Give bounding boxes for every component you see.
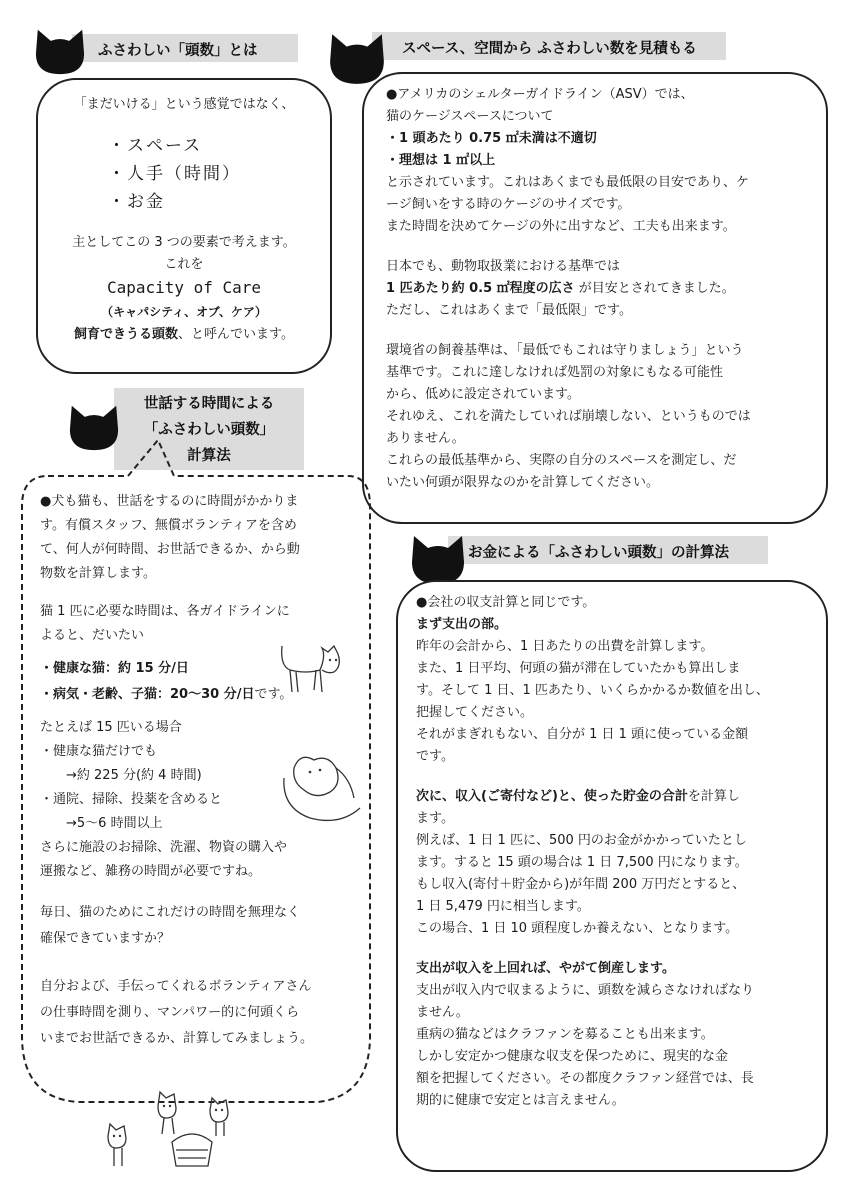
s1-line2: これを bbox=[164, 257, 204, 272]
cats-group-illustration bbox=[100, 1086, 280, 1170]
s1-item-money: ・お金 bbox=[108, 192, 165, 212]
s4-p3-line: 重病の猫などはクラファンを募ることも出来ます。 bbox=[416, 1027, 714, 1042]
s4-p3-bold: 支出が収入を上回れば、やがて倒産します。 bbox=[416, 961, 675, 976]
s1-final-rest: 、と呼んでいます。 bbox=[178, 327, 294, 342]
held-cat-illustration bbox=[280, 738, 364, 828]
s4-p3-line: 期的に健康で安定とは言えません。 bbox=[416, 1093, 625, 1108]
s4-p2-line: 1 日 5,479 円に相当します。 bbox=[416, 899, 590, 914]
s1-items bbox=[108, 132, 241, 216]
s4-content bbox=[416, 592, 820, 1112]
s3-p4-line: 確保できていますか？ bbox=[40, 931, 171, 946]
s2-p3-line: それゆえ、これを満たしていれば崩壊しない、というものでは bbox=[386, 409, 751, 424]
s4-p2-line: この場合、1 日 10 頭程度しか養えない、となります。 bbox=[416, 921, 739, 936]
s4-p2-rest: を計算し bbox=[687, 789, 740, 804]
s2-p1-bold: ・理想は 1 ㎡以上 bbox=[386, 153, 496, 168]
s3-p2-bold: ・病気・老齢、子猫：20〜30 分/日 bbox=[40, 687, 255, 702]
s4-heading: お金による「ふさわしい頭数」の計算法 bbox=[468, 545, 729, 561]
s2-content bbox=[386, 84, 816, 494]
s1-term: Capacity of Care bbox=[106, 278, 262, 297]
s2-p3-line: これらの最低基準から、実際の自分のスペースを測定し、だ bbox=[386, 453, 737, 468]
s2-p3-line: から、低めに設定されています。 bbox=[386, 387, 580, 402]
s4-p2-line: ます。すると 15 頭の場合は 1 日 7,500 円になります。 bbox=[416, 855, 748, 870]
s3-p1-line: て、何人が何時間、お世話できるか、から動 bbox=[40, 542, 300, 557]
s2-heading: スペース、空間から ふさわしい数を見積もる bbox=[402, 41, 697, 57]
cat-head-icon bbox=[408, 532, 468, 586]
s3-p5-line: の仕事時間を測り、マンパワー的に何頭くら bbox=[40, 1005, 300, 1020]
s2-box bbox=[362, 72, 828, 524]
s3-p1-line: す。有償スタッフ、無償ボランティアを含め bbox=[40, 518, 297, 533]
s2-heading-bar bbox=[372, 32, 726, 60]
s3-p3-line: ・健康な猫だけでも bbox=[40, 744, 158, 759]
s4-p2-head bbox=[416, 786, 820, 808]
s1-intro: 「まだいける」という感覚ではなく、 bbox=[73, 97, 295, 112]
s3-p3-line: →約 225 分(約 4 時間) bbox=[40, 768, 202, 783]
s2-p2-line: 日本でも、動物取扱業における基準では bbox=[386, 259, 621, 274]
s4-p3-line: しかし安定かつ健康な収支を保つために、現実的な金 bbox=[416, 1049, 729, 1064]
s2-p1-line: 猫のケージスペースについて bbox=[386, 109, 554, 124]
s2-p2-line bbox=[386, 278, 816, 300]
s2-p2-line: ただし、これはあくまで「最低限」です。 bbox=[386, 303, 632, 318]
s3-p5-line: 自分および、手伝ってくれるボランティアさん bbox=[40, 979, 312, 994]
s3-p3-line: たとえば 15 匹いる場合 bbox=[40, 720, 182, 735]
cat-head-icon bbox=[32, 26, 88, 76]
s2-p1-line: ●アメリカのシェルターガイドライン（ASV）では、 bbox=[386, 87, 694, 102]
s4-p3-line: 支出が収入内で収まるように、頭数を減らさなければなり bbox=[416, 983, 755, 998]
s2-p2-bold: 1 匹あたり約 0.5 ㎡程度の広さ bbox=[386, 281, 575, 296]
s3-p3-line: さらに施設のお掃除、洗濯、物資の購入や bbox=[40, 840, 288, 855]
s3-heading-line: 「ふさわしい頭数」 bbox=[143, 422, 275, 438]
s3-p2-line: よると、だいたい bbox=[40, 628, 145, 643]
s1-final bbox=[38, 324, 330, 346]
standing-cat-illustration bbox=[276, 636, 348, 696]
s2-p3-line: 基準です。これに達しなければ処罰の対象にもなる可能性 bbox=[386, 365, 723, 380]
s2-p3-line: 環境省の飼養基準は、「最低でもこれは守りましょう」という bbox=[386, 343, 744, 358]
s2-p3-line: いたい何頭が限界なのかを計算してください。 bbox=[386, 475, 660, 490]
s4-p1-first: ●会社の収支計算と同じです。 bbox=[416, 595, 596, 610]
s1-heading: ふさわしい「頭数」とは bbox=[98, 43, 258, 59]
s3-p2-bold: ・健康な猫：約 15 分/日 bbox=[40, 661, 189, 676]
s4-p2-line: ます。 bbox=[416, 811, 454, 826]
cat-head-icon bbox=[326, 30, 388, 86]
s1-box bbox=[36, 78, 332, 374]
s2-p1-line: また時間を決めてケージの外に出すなど、工夫も出来ます。 bbox=[386, 219, 736, 234]
s1-reading: （キャパシティ、オブ、ケア） bbox=[101, 305, 267, 319]
s4-p2-bold: 次に、収入(ご寄付など)と、使った貯金の合計 bbox=[416, 789, 688, 804]
s3-p2-tail: です。 bbox=[254, 687, 293, 702]
s4-p1-line: それがまぎれもない、自分が 1 日 1 頭に使っている金額 bbox=[416, 727, 749, 742]
s4-p1-line: 把握してください。 bbox=[416, 705, 534, 720]
s4-p1-line: です。 bbox=[416, 749, 454, 764]
s4-p1-line: す。そして 1 日、1 匹あたり、いくらかかるか数値を出し、 bbox=[416, 683, 769, 698]
s4-p1-line: また、1 日平均、何頭の猫が滞在していたかも算出しま bbox=[416, 661, 741, 676]
s3-p5-line: いまでお世話できるか、計算してみましょう。 bbox=[40, 1031, 314, 1046]
s1-final-bold: 飼育できうる頭数 bbox=[74, 327, 179, 342]
s3-p4-line: 毎日、猫のためにこれだけの時間を無理なく bbox=[40, 905, 301, 920]
s2-p3-line: ありません。 bbox=[386, 431, 465, 446]
s1-line1: 主としてこの 3 つの要素で考えます。 bbox=[72, 235, 296, 250]
s2-p2-rest: が目安とされてきました。 bbox=[574, 281, 735, 296]
s1-heading-bar bbox=[72, 34, 298, 62]
s3-p3-line: 運搬など、雑務の時間が必要ですね。 bbox=[40, 864, 262, 879]
s4-p2-line: 例えば、1 日 1 匹に、500 円のお金がかかっていたとし bbox=[416, 833, 747, 848]
s2-p1-bold: ・1 頭あたり 0.75 ㎡未満は不適切 bbox=[386, 131, 597, 146]
s3-heading-line: 世話する時間による bbox=[143, 396, 275, 412]
s2-p1-line: ージ飼いをする時のケージのサイズです。 bbox=[386, 197, 631, 212]
s4-box bbox=[396, 580, 828, 1172]
s4-heading-bar bbox=[448, 536, 768, 564]
s4-p2-line: もし収入(寄付＋貯金から)が年間 200 万円だとすると、 bbox=[416, 877, 746, 892]
s3-p3-line: ・通院、掃除、投薬を含めると bbox=[40, 792, 223, 807]
s3-heading-line: 計算法 bbox=[187, 448, 231, 464]
s4-p1-line: 昨年の会計から、1 日あたりの出費を計算します。 bbox=[416, 639, 714, 654]
s3-p2-line: 猫 1 匹に必要な時間は、各ガイドラインに bbox=[40, 604, 290, 619]
s3-p1-line: 物数を計算します。 bbox=[40, 566, 156, 581]
s1-item-time: ・人手（時間） bbox=[108, 164, 241, 184]
s3-p3-line: →5〜6 時間以上 bbox=[40, 816, 163, 831]
s4-p1-bold: まず支出の部。 bbox=[416, 617, 508, 632]
s4-p3-line: 額を把握してください。その都度クラファン経営では、長 bbox=[416, 1071, 754, 1086]
s1-item-space: ・スペース bbox=[108, 136, 203, 156]
s3-p1-line: ●犬も猫も、世話をするのに時間がかかりま bbox=[40, 494, 299, 509]
s4-p3-line: ません。 bbox=[416, 1005, 469, 1020]
s2-p1-line: と示されています。これはあくまでも最低限の目安であり、ケ bbox=[386, 175, 749, 190]
